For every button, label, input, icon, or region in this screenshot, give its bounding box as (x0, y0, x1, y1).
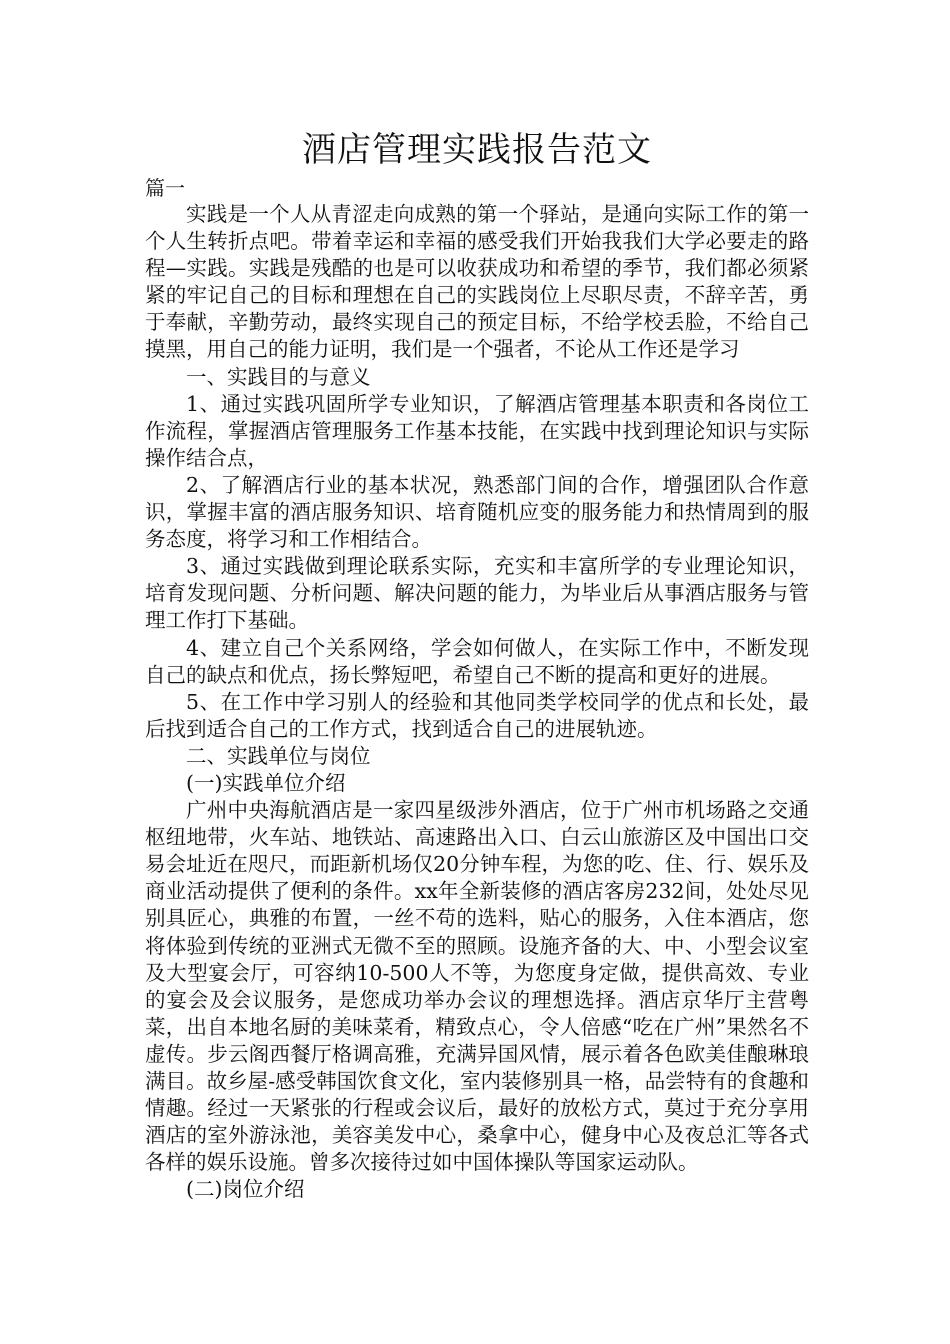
purpose-item-3: 3、通过实践做到理论联系实际，充实和丰富所学的专业理论知识，培育发现问题、分析问题、解决问题的能力，为毕业后从事酒店服务与管理工作打下基础。 (145, 554, 809, 633)
subheading-position-intro: (二)岗位介绍 (186, 1177, 305, 1202)
subheading-unit-intro: (一)实践单位介绍 (186, 770, 346, 795)
intro-paragraph: 实践是一个人从青涩走向成熟的第一个驿站，是通向实际工作的第一个人生转折点吧。带着幸运和幸福的感受我们开始我我们大学必要走的路程—实践。实践是残酷的也是可以收获成功和希望的季节，我们都必须紧紧的牢记自己的目标和理想在自己的实践岗位上尽职尽责，不辞辛苦，勇于奉献，辛勤劳动，最终实现自己的预定目标，不给学校丢脸，不给自己摸黑，用自己的能力证明，我们是一个强者，不论从工作还是学习 (145, 202, 809, 362)
document-page (145, 128, 809, 1203)
document-title: 酒店管理实践报告范文 (302, 130, 652, 170)
purpose-item-4: 4、建立自己个关系网络，学会如何做人，在实际工作中，不断发现自己的缺点和优点，扬长弊短吧，希望自己不断的提高和更好的进展。 (145, 635, 809, 687)
purpose-item-1: 1、通过实践巩固所学专业知识，了解酒店管理基本职责和各岗位工作流程，掌握酒店管理服务工作基本技能，在实践中找到理论知识与实际操作结合点， (145, 391, 809, 470)
heading-unit-position: 二、实践单位与岗位 (186, 743, 371, 768)
hotel-intro-paragraph: 广州中央海航酒店是一家四星级涉外酒店，位于广州市机场路之交通枢纽地带，火车站、地铁站、高速路出入口、白云山旅游区及中国出口交易会址近在咫尺，而距新机场仅20分钟车程，为您的吃、住、行、娱乐及商业活动提供了便利的条件。xx年全新装修的酒店客房232间，处处尽见别具匠心，典雅的布置，一丝不苟的选料，贴心的服务，入住本酒店，您将体验到传统的亚洲式无微不至的照顾。设施齐备的大、中、小型会议室及大型宴会厅，可容纳10-500人不等，为您度身定做，提供高效、专业的宴会及会议服务，是您成功举办会议的理想选择。酒店京华厅主营粤菜，出自本地名厨的美味菜肴，精致点心，令人倍感“吃在广州”果然名不虚传。步云阁西餐厅格调高雅，充满异国风情，展示着各色欧美佳酿琳琅满目。故乡屋-感受韩国饮食文化，室内装修别具一格，品尝特有的食趣和情趣。经过一天紧张的行程或会议后，最好的放松方式，莫过于充分享用酒店的室外游泳池，美容美发中心，桑拿中心，健身中心及夜总汇等各式各样的娱乐设施。曾多次接待过如中国体操队等国家运动队。 (145, 798, 809, 1175)
section-label: 篇一 (145, 176, 185, 200)
purpose-item-2: 2、了解酒店行业的基本状况，熟悉部门间的合作，增强团队合作意识，掌握丰富的酒店服务知识、培育随机应变的服务能力和热情周到的服务态度，将学习和工作相结合。 (145, 472, 809, 552)
heading-purpose: 一、实践目的与意义 (186, 364, 371, 389)
purpose-item-5: 5、在工作中学习别人的经验和其他同类学校同学的优点和长处，最后找到适合自己的工作方式，找到适合自己的进展轨迹。 (145, 689, 809, 741)
